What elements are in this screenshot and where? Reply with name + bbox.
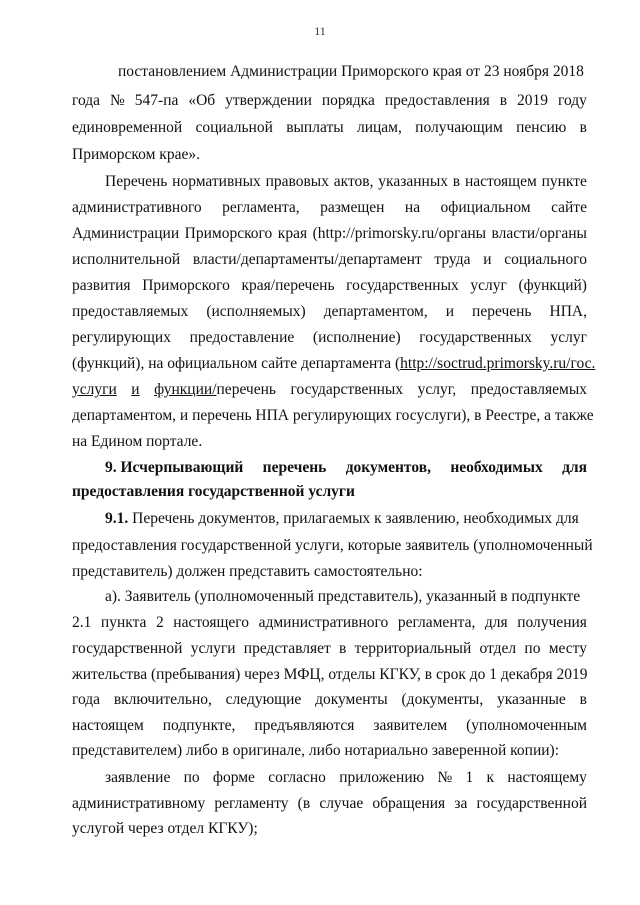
paragraph-line: постановлением Администрации Приморского края от 23 ноября 2018 (118, 63, 584, 80)
department-site-link-cont[interactable]: функции/ (154, 381, 217, 398)
item-line: 2.1 пункта 2 настоящего административного регламента, для получения (72, 614, 587, 631)
paragraph-line: (функций), на официальном сайте департамента (http://soctrud.primorsky.ru/гос. (72, 355, 596, 372)
section-heading: 9. Исчерпывающий перечень документов, необходимых для (105, 459, 587, 476)
item-line: государственной услуги представляет в территориальный отдел по месту (72, 640, 587, 657)
section-heading-line2: предоставления государственной услуги (72, 483, 355, 500)
paragraph-line: единовременной социальной выплаты лицам, получающим пенсию в (72, 119, 587, 136)
department-site-link-cont[interactable]: услуги (72, 381, 117, 398)
paragraph-line: административного регламента, размещен на официальном сайте (72, 199, 587, 216)
application-line: услугой через отдел КГКУ); (72, 820, 258, 837)
item-line: года включительно, следующие документы (документы, указанные в (72, 691, 587, 708)
clause-line: 9.1. Перечень документов, прилагаемых к заявлению, необходимых для (105, 510, 579, 527)
paragraph-line: Администрации Приморского края (http://primorsky.ru/органы власти/органы (72, 225, 587, 242)
department-site-link-cont[interactable]: и (131, 381, 140, 398)
application-line: заявление по форме согласно приложению № 1 к настоящему (105, 769, 587, 786)
item-line: настоящем подпункте, предъявляются заявителем (уполномоченным (72, 717, 587, 734)
clause-line: предоставления государственной услуги, которые заявитель (уполномоченный (72, 537, 593, 554)
clause-number: 9.1. (105, 510, 129, 527)
paragraph-line: регулирующих предоставление (исполнение) государственных услуг (72, 329, 587, 346)
paragraph-line: Перечень нормативных правовых актов, указанных в настоящем пункте (105, 173, 587, 190)
item-line: а). Заявитель (уполномоченный представитель), указанный в подпункте (105, 588, 581, 605)
page-number: 11 (314, 24, 326, 38)
paragraph-line: на Едином портале. (72, 433, 203, 450)
paragraph-line: услуги и функции/перечень государственных услуг, предоставляемых (72, 381, 587, 398)
clause-line: представитель) должен представить самостоятельно: (72, 563, 423, 580)
paragraph-line: года № 547-па «Об утверждении порядка предоставления в 2019 году (72, 92, 587, 109)
paragraph-line: департаментом, и перечень НПА регулирующих госуслуги), в Реестре, а также (72, 407, 594, 424)
paragraph-line: исполнительной власти/департаменты/департамент труда и социального (72, 251, 587, 268)
item-line: жительства (пребывания) через МФЦ, отделы КГКУ, в срок до 1 декабря 2019 (72, 666, 588, 683)
item-line: представителем) либо в оригинале, либо нотариально заверенной копии): (72, 742, 560, 759)
paragraph-line: предоставляемых (исполняемых) департаментом, и перечень НПА, (72, 303, 587, 320)
paragraph-line: Приморском крае». (72, 146, 200, 163)
paragraph-line: развития Приморского края/перечень государственных услуг (функций) (72, 277, 587, 294)
application-line: административному регламенту (в случае обращения за государственной (72, 795, 587, 812)
department-site-link[interactable]: http://soctrud.primorsky.ru/гос. (400, 355, 596, 372)
